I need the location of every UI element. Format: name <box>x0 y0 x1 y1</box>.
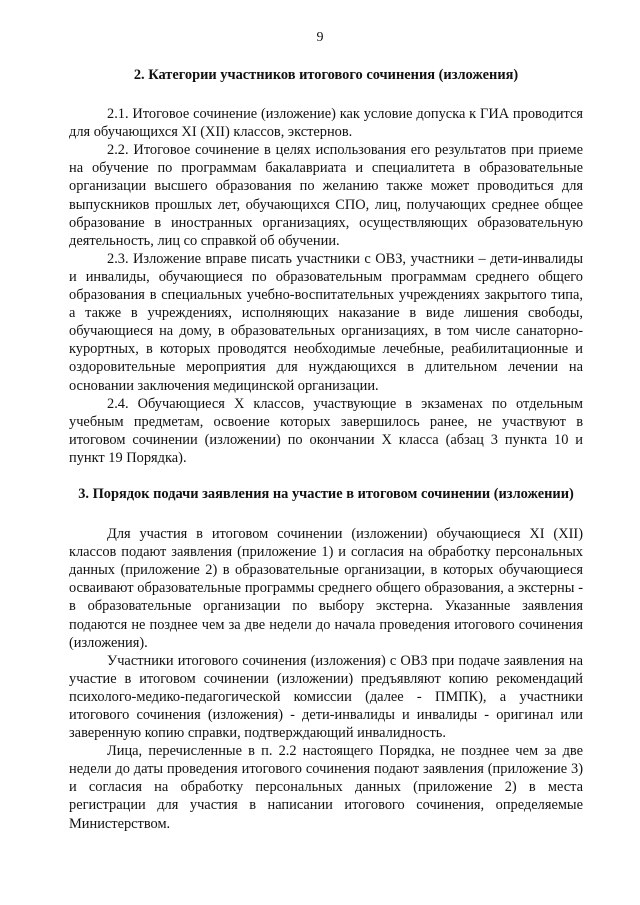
section-3-title: 3. Порядок подачи заявления на участие в итоговом сочинении (изложении) <box>78 485 574 502</box>
section-3-paragraph-1: Для участия в итоговом сочинении (изложении) обучающиеся XI (XII) классов подают заявления (приложение 1) и согласия на обработку персональных данных (приложение 2) в образовательные организации, в которых обучающиеся осваивают образовательные программы среднего общего образования, а экстерны - в образовательные организации по выбору экстерна. Указанные заявления подаются не позднее чем за две недели до начала проведения итогового сочинения (изложения). <box>69 526 583 651</box>
section-2-title: 2. Категории участников итогового сочинения (изложения) <box>133 67 519 83</box>
section-2-paragraph-4: 2.4. Обучающиеся X классов, участвующие в экзаменах по отдельным учебным предметам, освоение которых завершилось ранее, не участвуют в итоговом сочинении (изложении) по окончании X класса (абзац 3 пункта 10 и пункт 19 Порядка). <box>69 395 583 466</box>
page-number: 9 <box>316 30 324 45</box>
section-3-paragraph-2: Участники итогового сочинения (изложения) с ОВЗ при подаче заявления на участие в итоговом сочинении (изложении) предъявляют копию рекомендаций психолого-медико-педагогической комиссии (далее - ПМПК), а участники итогового сочинения (изложения) - дети-инвалиды и инвалиды - оригинал или заверенную копию справки, подтверждающий инвалидность. <box>69 652 583 742</box>
document-body <box>69 66 583 833</box>
section-2-paragraph-1: 2.1. Итоговое сочинение (изложение) как условие допуска к ГИА проводится для обучающихся XI (XII) классов, экстернов. <box>69 106 583 141</box>
section-2-paragraph-2: 2.2. Итоговое сочинение в целях использования его результатов при приеме на обучение по программам бакалавриата и специалитета в образовательные организации высшего образования по желанию также может проводиться для выпускников прошлых лет, обучающихся СПО, лиц, получающих среднее общее образование в иностранных организациях, осуществляющих образовательную деятельность, лиц со справкой об обучении. <box>69 142 583 249</box>
section-2-paragraph-3: 2.3. Изложение вправе писать участники с ОВЗ, участники – дети-инвалиды и инвалиды, обучающиеся по образовательным программам среднего общего образования в специальных учебно-воспитательных учреждениях закрытого типа, а также в учреждениях, исполняющих наказание в виде лишения свободы, обучающиеся на дому, в образовательных организациях, в том числе санаторно-курортных, в которых проводятся необходимые лечебные, реабилитационные и оздоровительные мероприятия для нуждающихся в длительном лечении на основании заключения медицинской организации. <box>69 250 583 394</box>
section-3-paragraph-3: Лица, перечисленные в п. 2.2 настоящего Порядка, не позднее чем за две недели до даты проведения итогового сочинения подают заявления (приложение 3) и согласия на обработку персональных данных (приложение 2) в места регистрации для участия в написании итогового сочинения, определяемые Министерством. <box>69 743 583 832</box>
